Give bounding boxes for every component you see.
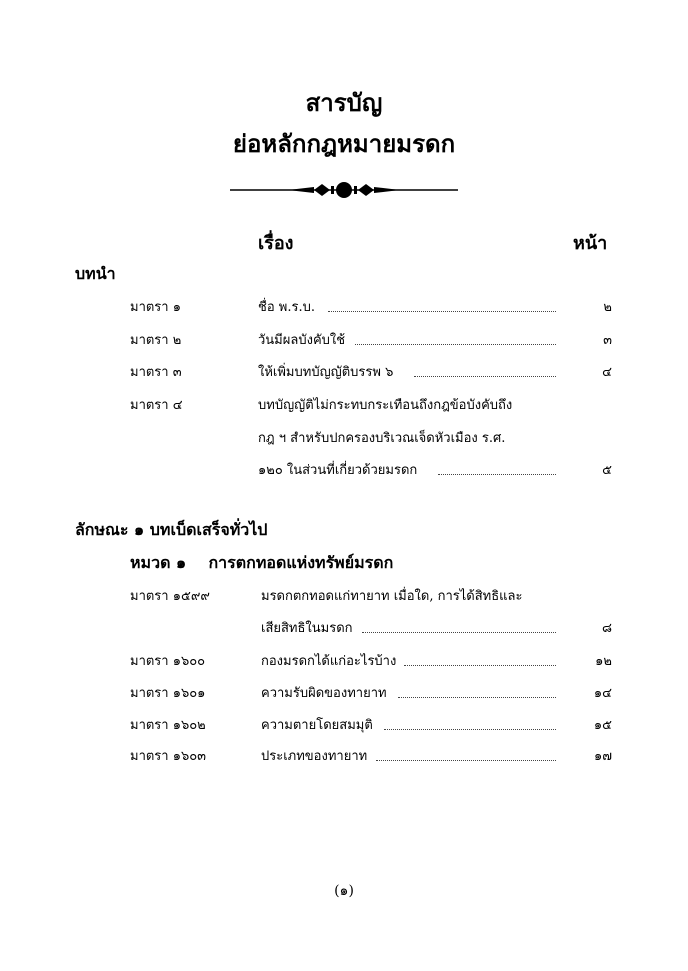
entry-label: มาตรา ๔ xyxy=(130,398,183,413)
entry-page: ๑๗ xyxy=(593,749,612,764)
dot-leader xyxy=(376,760,556,761)
dot-leader xyxy=(362,632,556,633)
column-header-subject: เรื่อง xyxy=(258,233,294,254)
part-heading: ลักษณะ ๑ บทเบ็ดเสร็จทั่วไป xyxy=(75,520,268,539)
entry-text: เสียสิทธิในมรดก xyxy=(261,621,353,636)
entry-page: ๔ xyxy=(602,365,612,380)
entry-text: มรดกตกทอดแก่ทายาท เมื่อใด, การได้สิทธิและ xyxy=(261,589,523,604)
dot-leader xyxy=(438,474,556,475)
dot-leader xyxy=(414,376,556,377)
entry-page: ๒ xyxy=(603,300,612,315)
entry-text: บทบัญญัติไม่กระทบกระเทือนถึงกฎข้อบังคับถึง xyxy=(258,398,513,413)
entry-label: มาตรา ๓ xyxy=(130,365,182,380)
entry-page: ๕ xyxy=(602,463,612,478)
ornament-divider-icon xyxy=(230,178,458,202)
entry-page: ๘ xyxy=(601,621,612,636)
dot-leader xyxy=(355,344,556,345)
entry-text: ความรับผิดของทายาท xyxy=(261,686,387,701)
entry-label: มาตรา ๑๖๐๓ xyxy=(130,749,207,764)
entry-text: ความตายโดยสมมุติ xyxy=(261,718,373,733)
entry-text: กฎ ฯ สำหรับปกครองบริเวณเจ็ดหัวเมือง ร.ศ. xyxy=(258,431,506,446)
column-header-page: หน้า xyxy=(573,233,608,254)
entry-text: ชื่อ พ.ร.บ. xyxy=(258,300,315,315)
dot-leader xyxy=(404,665,556,666)
dot-leader xyxy=(384,729,556,730)
entry-text: ๑๒๐ ในส่วนที่เกี่ยวด้วยมรดก xyxy=(258,463,418,478)
entry-text: ประเภทของทายาท xyxy=(261,749,368,764)
entry-page: ๑๔ xyxy=(593,686,612,701)
title-line-2: ย่อหลักกฎหมายมรดก xyxy=(232,129,456,158)
entry-text: กองมรดกได้แก่อะไรบ้าง xyxy=(261,654,397,669)
entry-page: ๓ xyxy=(603,333,612,348)
entry-text: ให้เพิ่มบทบัญญัติบรรพ ๖ xyxy=(258,365,394,380)
chapter-heading: หมวด ๑ การตกทอดแห่งทรัพย์มรดก xyxy=(130,553,394,572)
page-number: (๑) xyxy=(334,883,354,899)
entry-label: มาตรา ๑๖๐๐ xyxy=(130,654,206,669)
entry-label: มาตรา ๑ xyxy=(130,300,181,315)
entry-label: มาตรา ๑๖๐๒ xyxy=(130,718,206,733)
dot-leader xyxy=(328,311,556,312)
entry-label: มาตรา ๑๕๙๙ xyxy=(130,589,210,604)
entry-page: ๑๒ xyxy=(595,654,612,669)
intro-heading: บทนำ xyxy=(75,264,116,283)
entry-label: มาตรา ๒ xyxy=(130,333,182,348)
title-line-1: สารบัญ xyxy=(305,88,383,117)
entry-label: มาตรา ๑๖๐๑ xyxy=(130,686,206,701)
dot-leader xyxy=(398,697,556,698)
entry-page: ๑๕ xyxy=(593,718,612,733)
entry-text: วันมีผลบังคับใช้ xyxy=(258,333,346,348)
